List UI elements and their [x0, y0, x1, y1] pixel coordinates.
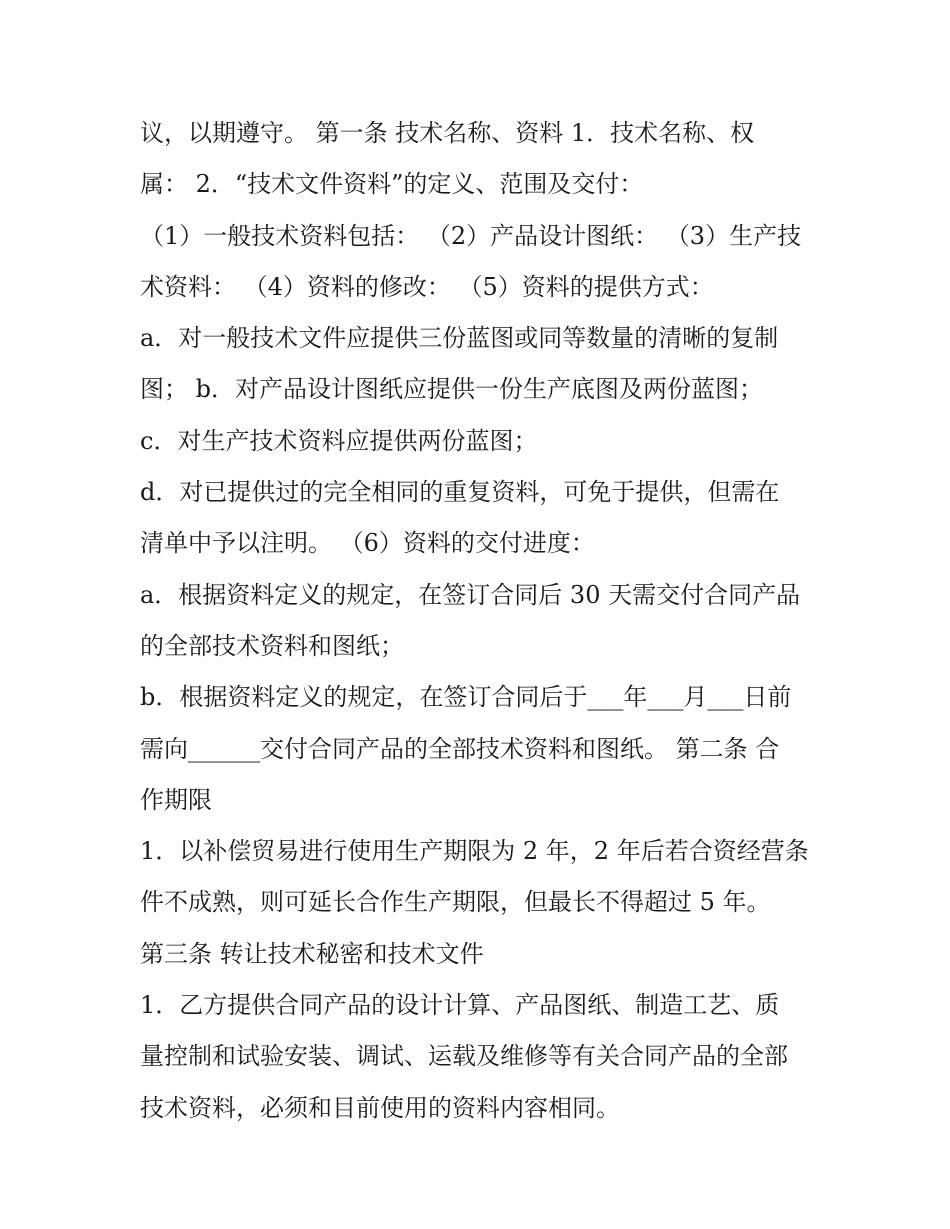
text-line: d．对已提供过的完全相同的重复资料，可免于提供，但需在: [140, 478, 780, 507]
text-line: 量控制和试验安装、调试、运载及维修等有关合同产品的全部: [140, 1042, 788, 1071]
text-line: a．对一般技术文件应提供三份蓝图或同等数量的清晰的复制: [140, 324, 779, 353]
text-line: 属： 2．“技术文件资料”的定义、范围及交付：: [140, 170, 644, 199]
document-body: [140, 108, 820, 1134]
text-line: 件不成熟，则可延长合作生产期限，但最长不得超过 5 年。: [140, 888, 771, 917]
text-line: 作期限: [140, 785, 212, 814]
text-line: 清单中予以注明。 （6）资料的交付进度：: [140, 529, 595, 558]
text-line: 第三条 转让技术秘密和技术文件: [140, 939, 484, 968]
text-line: 1．乙方提供合同产品的设计计算、产品图纸、制造工艺、质: [140, 991, 780, 1020]
text-line: 需向______交付合同产品的全部技术资料和图纸。 第二条 合: [140, 734, 780, 763]
text-line: c．对生产技术资料应提供两份蓝图；: [140, 426, 538, 455]
text-line: 术资料： （4）资料的修改： （5）资料的提供方式：: [140, 272, 714, 301]
text-line: 图； b．对产品设计图纸应提供一份生产底图及两份蓝图；: [140, 375, 763, 404]
text-line: 议，以期遵守。 第一条 技术名称、资料 1．技术名称、权: [140, 119, 755, 147]
text-line: 技术资料，必须和目前使用的资料内容相同。: [140, 1093, 620, 1122]
text-line: 的全部技术资料和图纸；: [140, 631, 404, 660]
text-line: b．根据资料定义的规定，在签订合同后于___年___月___日前: [140, 683, 792, 712]
text-line: 1．以补偿贸易进行使用生产期限为 2 年，2 年后若合资经营条: [140, 837, 809, 866]
text-line: a．根据资料定义的规定，在签订合同后 30 天需交付合同产品: [140, 580, 801, 609]
text-line: （1）一般技术资料包括： （2）产品设计图纸： （3）生产技: [140, 221, 802, 250]
